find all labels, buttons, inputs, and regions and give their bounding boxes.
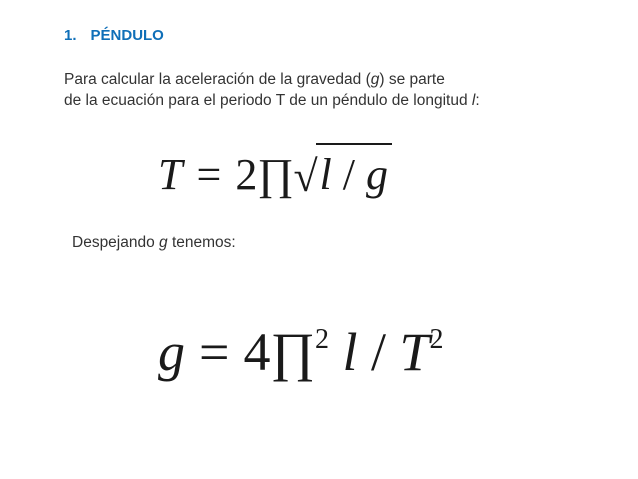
formula-g: g (366, 150, 389, 199)
formula-equals: = (199, 322, 230, 382)
gravity-formula (158, 305, 444, 387)
square-root (294, 143, 392, 205)
exponent: 2 (314, 324, 329, 355)
intro-variable-l: l (471, 92, 476, 109)
product-symbol: ∏ (270, 322, 315, 382)
product-symbol: ∏ (257, 150, 294, 199)
intro-variable-g: g (370, 71, 380, 88)
formula-slash: / (342, 150, 356, 199)
step-variable-g: g (159, 234, 168, 251)
section-number: 1. (64, 27, 77, 44)
intro-text: Para calcular la aceleración de la gravedad ( (64, 71, 371, 88)
radical-sign: √ (293, 152, 318, 201)
intro-line-1 (64, 69, 480, 90)
formula-coefficient: 4 (243, 322, 271, 382)
formula-g: g (158, 322, 185, 382)
intro-paragraph (64, 69, 480, 111)
period-formula (158, 143, 392, 205)
step-text (72, 234, 236, 252)
formula-T: T (399, 322, 430, 382)
formula-l: l (319, 150, 332, 199)
step-text-part: Despejando (72, 234, 160, 251)
radicand (316, 143, 392, 205)
formula-equals: = (196, 150, 222, 199)
formula-T: T (158, 150, 183, 199)
intro-line-2 (64, 90, 480, 111)
intro-text: ) se parte (379, 71, 445, 88)
formula-coefficient: 2 (235, 150, 258, 199)
formula-l: l (342, 322, 358, 382)
step-text-part: tenemos: (167, 234, 236, 251)
section-title: PÉNDULO (90, 27, 164, 44)
exponent: 2 (429, 324, 444, 355)
intro-text: de la ecuación para el periodo T de un péndulo de longitud (64, 92, 472, 109)
section-heading (64, 27, 164, 44)
formula-slash: / (370, 322, 386, 382)
intro-text: : (475, 92, 480, 109)
